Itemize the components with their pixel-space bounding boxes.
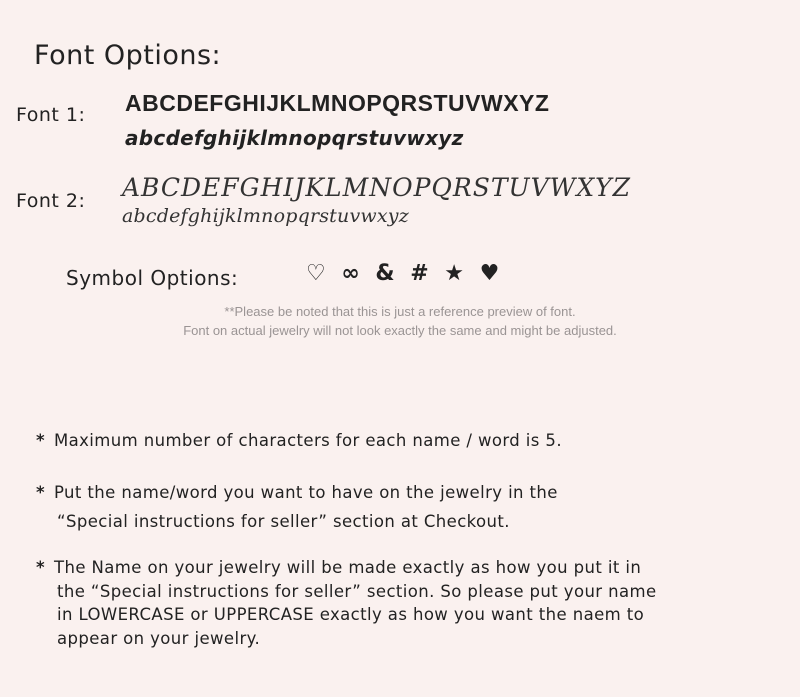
font2-lowercase-sample: abcdefghijklmnopqrstuvwxyz [122, 205, 409, 227]
disclaimer-line-2: Font on actual jewelry will not look exactly the same and might be adjusted. [183, 323, 617, 338]
bullet-text: Put the name/word you want to have on the jewelry in the [54, 483, 558, 502]
symbol-options-list: ♡ ∞ & # ★ ♥ [306, 261, 504, 286]
bullet-marker: * [36, 431, 46, 450]
font1-uppercase-sample: ABCDEFGHIJKLMNOPQRSTUVWXYZ [125, 90, 550, 116]
disclaimer-line-1: **Please be noted that this is just a reference preview of font. [224, 304, 576, 319]
font1-label: Font 1: [16, 104, 86, 126]
font2-uppercase-sample: ABCDEFGHIJKLMNOPQRSTUVWXYZ [122, 173, 632, 202]
page-title: Font Options: [34, 40, 222, 71]
font1-lowercase-sample: abcdefghijklmnopqrstuvwxyz [125, 126, 464, 150]
bullet-text: Maximum number of characters for each name / word is 5. [54, 431, 562, 450]
bullet-name-case [36, 556, 641, 579]
bullet-marker: * [36, 483, 46, 502]
bullet-continuation: in LOWERCASE or UPPERCASE exactly as how you want the naem to [57, 605, 645, 624]
bullet-continuation: appear on your jewelry. [57, 629, 261, 648]
bullet-text: The Name on your jewelry will be made exactly as how you put it in [54, 558, 642, 577]
bullet-special-instructions [36, 481, 558, 504]
bullet-max-characters [36, 429, 562, 452]
bullet-continuation: the “Special instructions for seller” section. So please put your name [57, 582, 657, 601]
bullet-marker: * [36, 558, 46, 577]
font2-label: Font 2: [16, 190, 86, 212]
symbol-options-label: Symbol Options: [66, 266, 239, 290]
bullet-continuation: “Special instructions for seller” section at Checkout. [57, 512, 510, 531]
